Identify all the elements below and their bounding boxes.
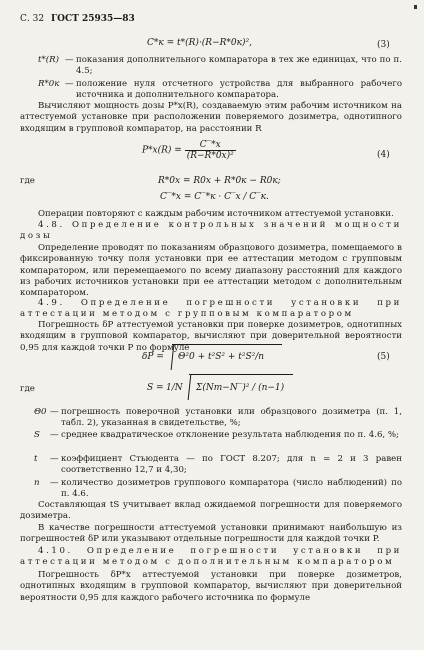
where-label: где: [20, 176, 35, 186]
legend-dash: —: [50, 454, 59, 464]
legend-text: показания дополнительного компаратора в тех же единицах, что по п. 4.5;: [76, 55, 402, 76]
legend-text: количество дозиметров группового компаратора (число наблюдений) по п. 4.6.: [61, 478, 402, 499]
legend-dash: —: [50, 478, 59, 488]
formula-4-fraction: [185, 140, 236, 161]
where-4-line: R*0x = R0x + R*0к − R0к;: [158, 176, 281, 186]
section-4-9-body: Погрешность δP аттестуемой установки при поверке дозиметров, однотипных входящим в групповой компаратор, вычисляют при доверительной вероятности 0,95 для каждой точки P по формуле: [20, 320, 402, 353]
formula-5-radical-bar: [172, 344, 282, 345]
standard-code: ГОСТ 25935—83: [50, 14, 135, 24]
legend-text: положение нуля отсчетного устройства для выбранного рабочего источника и дополнительного компаратора.: [76, 79, 402, 100]
section-4-8-body: Определение проводят по показаниям образцового дозиметра, помещаемого в фиксированную точку поля установки при ее аттестации методом с групповым компаратором, или перемещаемого по всему диапазону расстояний для каждого из рабочих источников установки при ее аттестации методом с дополнительным компаратором.: [20, 243, 402, 299]
formula-3: C*к = t*(R)·(R−R*0к)²,: [147, 38, 252, 48]
legend-symbol: t: [34, 454, 38, 464]
legend-5-item: [20, 454, 402, 478]
legend-dash: —: [50, 407, 59, 417]
formula-4: [142, 140, 236, 161]
margin-mark: [414, 5, 417, 9]
legend-symbol: R*0к: [38, 79, 60, 89]
legend-symbol: n: [34, 478, 40, 488]
formula-4-denominator: (R−R*0x)²: [186, 151, 234, 161]
legend-symbol: t*(R): [38, 55, 59, 65]
page-label: С. 32: [20, 14, 45, 24]
legend-dash: —: [65, 55, 74, 65]
section-4-10-title: 4.10. Определение погрешности установки при аттестации методом с дополнительным компаратором: [20, 546, 402, 568]
formula-4-number: (4): [377, 150, 390, 160]
formula-5-s-radical-bar: [189, 374, 293, 375]
section-4-10-body: Погрешность δP*x аттестуемой установки при поверке дозиметров, однотипных входящим в групповой компаратор, вычисляют при доверительной вероятности 0,95 для каждого рабочего источника по формуле: [20, 570, 402, 603]
legend-text: среднее квадратическое отклонение результата наблюдения по п. 4.6, %;: [61, 430, 399, 440]
legend-5-item: [20, 478, 402, 502]
legend-5-item: [20, 407, 402, 431]
where-4-line: C‾*x = C‾*к · C‾x / C‾к.: [160, 192, 269, 202]
paragraph-ts: Составляющая tS учитывает вклад ожидаемой погрешности для поверяемого дозиметра.: [20, 500, 402, 522]
page-header: [20, 14, 135, 25]
formula-5-number: (5): [377, 352, 390, 362]
formula-4-lhs: P*x(R) =: [142, 145, 182, 156]
formula-5-s-radicand: Σ(Nm−N‾)² / (n−1): [196, 383, 285, 393]
legend-dash: —: [50, 430, 59, 440]
section-4-9-title: 4.9. Определение погрешности установки при аттестации методом с групповым компаратором: [20, 298, 402, 320]
legend-5-item: [20, 430, 402, 454]
formula-5-lhs: δP =: [142, 352, 164, 362]
formula-5-s-lhs: S =: [147, 383, 164, 393]
legend-text: погрешность поверочной установки или образцового дозиметра (п. 1, табл. 2), указанная в свидетельстве, %;: [61, 407, 402, 428]
formula-3-number: (3): [377, 40, 390, 50]
formula-5-s-coef: 1/N: [166, 383, 183, 393]
section-4-8-title: 4.8. Определение контрольных значений мощности дозы: [20, 220, 402, 242]
legend-symbol: Θ0: [34, 407, 47, 417]
legend-dash: —: [65, 79, 74, 89]
where-label: где: [20, 384, 35, 394]
formula-4-numerator: C‾*x: [185, 140, 236, 151]
paragraph-power: Вычисляют мощность дозы P*x(R), создаваемую этим рабочим источником на аттестуемой установке при расположении поверяемого дозиметра, однотипного входящим в групповой компаратор, на расстоянии R: [20, 101, 402, 134]
legend-text: коэффициент Стьюдента — по ГОСТ 8.207; для n = 2 и 3 равен соответственно 12,7 и 4,30;: [61, 454, 402, 475]
paragraph-error: В качестве погрешности аттестуемой установки принимают наибольшую из погрешностей δP или указывают отдельные погрешности для каждой точки P.: [20, 523, 402, 545]
formula-5-s-radical-sign: [188, 374, 192, 400]
legend-3-item: [38, 55, 402, 79]
paragraph-repeat: Операции повторяют с каждым рабочим источником аттестуемой установки.: [38, 209, 394, 219]
legend-symbol: S: [34, 430, 40, 440]
legend-3-item: [38, 79, 402, 103]
formula-5-radicand: Θ²0 + t²S² + t²S²/n: [178, 352, 265, 362]
